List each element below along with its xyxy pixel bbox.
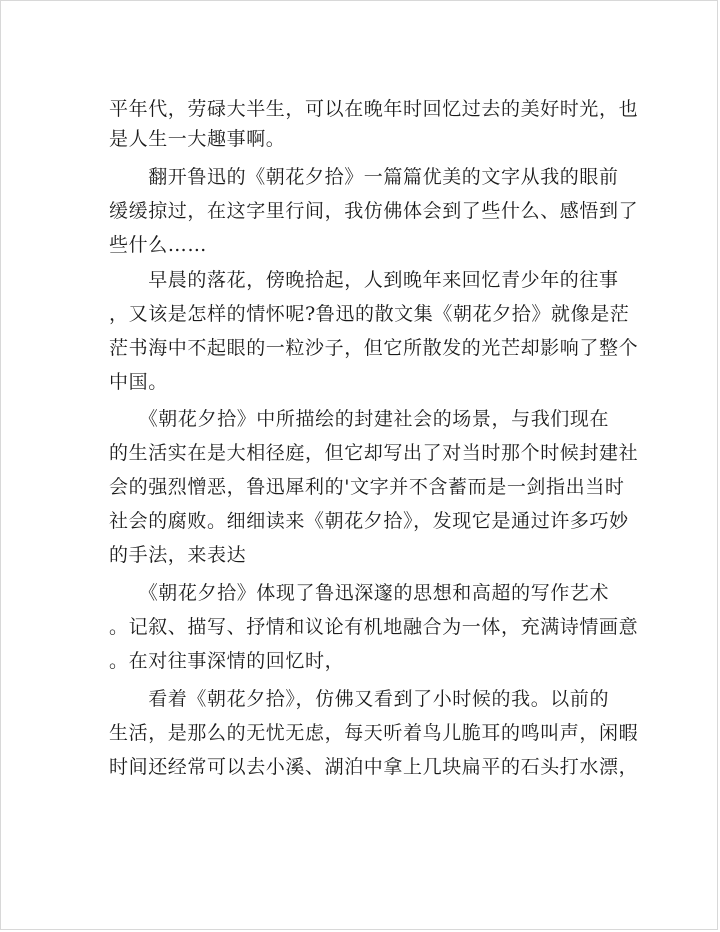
text-line: 些什么…… bbox=[109, 234, 208, 256]
text-line: 的生活实在是大相径庭，但它却写出了对当时那个时候封建社 bbox=[109, 442, 639, 464]
text-line: 平年代，劳碌大半生，可以在晚年时回忆过去的美好时光，也 bbox=[109, 98, 639, 120]
text-line: 中国。 bbox=[109, 371, 168, 393]
text-line: ，又该是怎样的情怀呢?鲁迅的散文集《朝花夕拾》就像是茫 bbox=[109, 303, 630, 325]
text-line: 《朝花夕拾》中所描绘的封建社会的场景，与我们现在 bbox=[109, 408, 610, 430]
text-line: 会的强烈憎恶，鲁迅犀利的'文字并不含蓄而是一剑指出当时 bbox=[109, 476, 625, 498]
text-line: 。在对往事深情的回忆时， bbox=[109, 650, 345, 672]
text-line: 早晨的落花，傍晚拾起，人到晚年来回忆青少年的往事 bbox=[109, 269, 619, 291]
text-line: 看着《朝花夕拾》，仿佛又看到了小时候的我。以前的 bbox=[109, 688, 610, 710]
text-line: 茫书海中不起眼的一粒沙子，但它所散发的光芒却影响了整个 bbox=[109, 337, 639, 359]
text-line: 时间还经常可以去小溪、湖泊中拿上几块扁平的石头打水漂， bbox=[109, 756, 639, 778]
text-line: 社会的腐败。细细读来《朝花夕拾》，发现它是通过许多巧妙 bbox=[109, 510, 629, 532]
text-line: 翻开鲁迅的《朝花夕拾》一篇篇优美的文字从我的眼前 bbox=[109, 166, 619, 188]
text-line: 生活，是那么的无忧无虑，每天听着鸟儿脆耳的鸣叫声，闲暇 bbox=[109, 722, 639, 744]
text-line: 。记叙、描写、抒情和议论有机地融合为一体，充满诗情画意 bbox=[109, 616, 639, 638]
text-line: 《朝花夕拾》体现了鲁迅深邃的思想和高超的写作艺术 bbox=[109, 582, 610, 604]
text-line: 的手法，来表达 bbox=[109, 544, 247, 566]
text-line: 是人生一大趣事啊。 bbox=[109, 128, 286, 150]
text-line: 缓缓掠过，在这字里行间，我仿佛体会到了些什么、感悟到了 bbox=[109, 200, 639, 222]
